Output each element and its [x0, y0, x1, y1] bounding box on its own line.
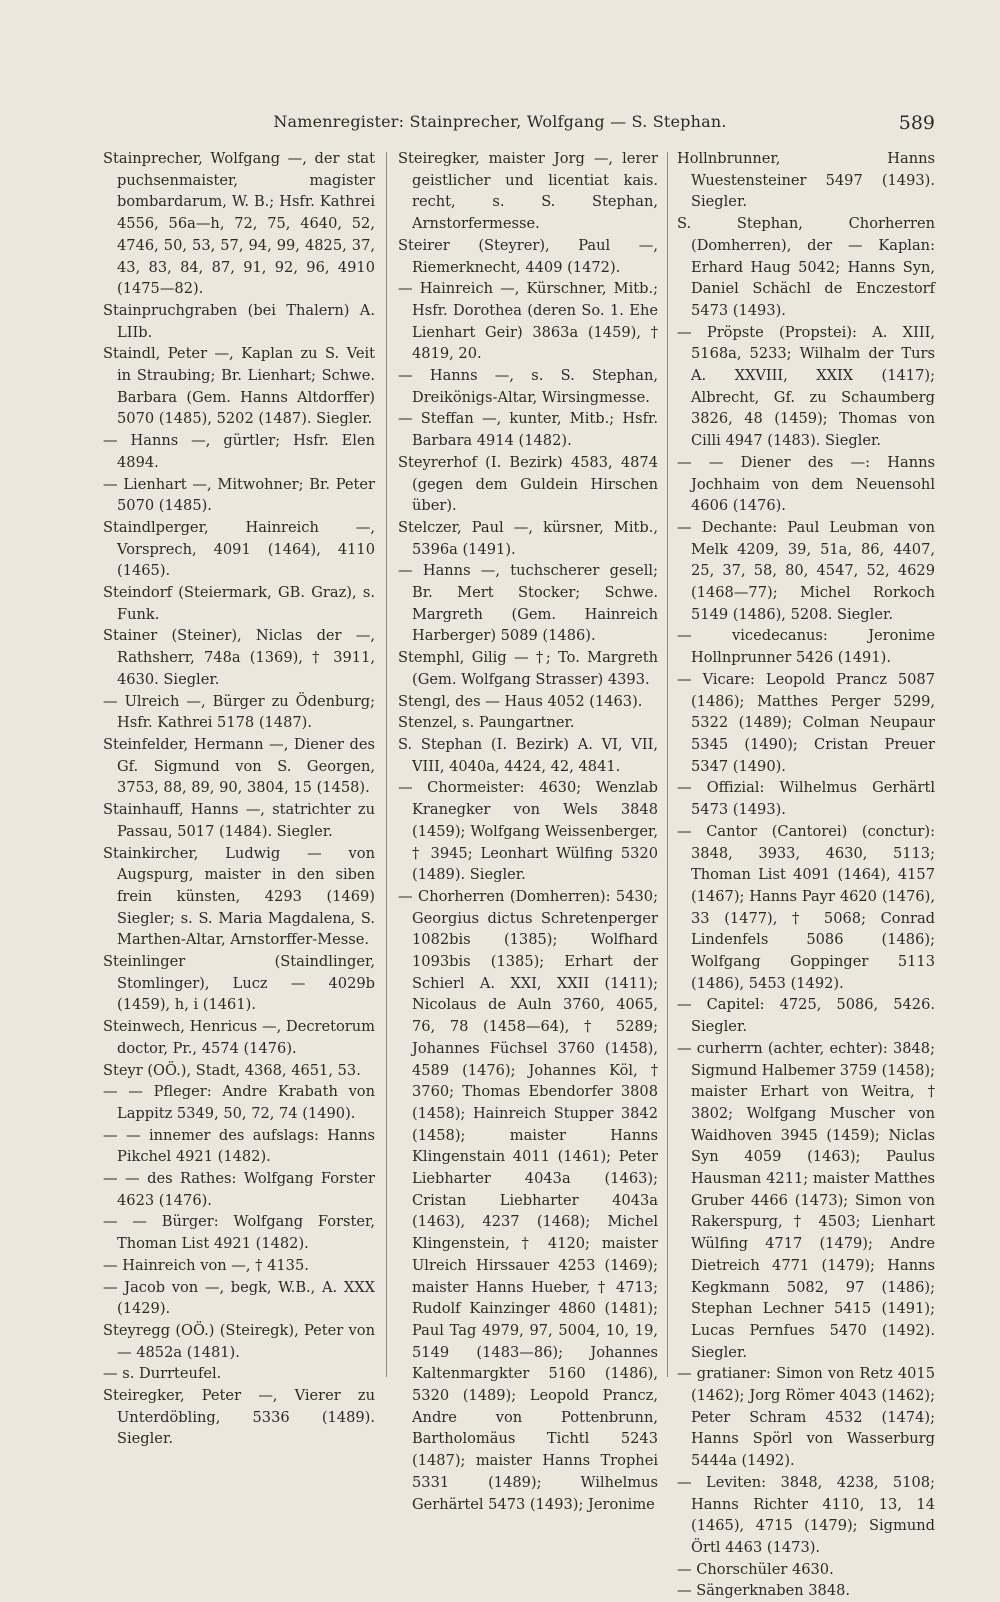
index-entry: Steinfelder, Hermann —, Diener des Gf. Sigmund von S. Georgen, 3753, 88, 89, 90, 3804, 15 (1458).: [103, 735, 375, 797]
index-entry: — Jacob von —, begk, W.B., A. XXX (1429).: [103, 1278, 375, 1318]
index-entry: Stainprecher, Wolfgang —, der stat puchsenmaister, magister bombardarum, W. B.; Hsfr. Kathrei 4556, 56a—h, 72, 75, 4640, 52, 4746, 50, 53, 57, 94, 99, 4825, 37, 43, 83, 84, 87, 91, 92, 96, 4910 (1475—82).: [103, 150, 375, 298]
index-entry: — Capitel: 4725, 5086, 5426. Siegler.: [677, 996, 935, 1036]
index-entry: Stenzel, s. Paungartner.: [398, 714, 575, 732]
index-entry: Steiregker, Peter —, Vierer zu Unterdöbling, 5336 (1489). Siegler.: [103, 1387, 375, 1448]
index-entry: — Hanns —, gürtler; Hsfr. Elen 4894.: [103, 432, 375, 471]
index-entry: Stainer (Steiner), Niclas der —, Rathsherr, 748a (1369), † 3911, 4630. Siegler.: [103, 627, 375, 688]
index-entry: Stengl, des — Haus 4052 (1463).: [398, 692, 643, 710]
index-entry: — Hainreich —, Kürschner, Mitb.; Hsfr. Dorothea (deren So. 1. Ehe Lienhart Geir) 3863a (1459), † 4819, 20.: [398, 280, 658, 363]
column-divider: [667, 152, 668, 1377]
index-entry: — — des Rathes: Wolfgang Forster 4623 (1476).: [103, 1170, 375, 1209]
index-entry: Steyr (OÖ.), Stadt, 4368, 4651, 53.: [103, 1061, 361, 1079]
index-entry: Steiregker, maister Jorg —, lerer geistlicher und licentiat kais. recht, s. S. Stephan, Arnstorfermesse.: [398, 150, 658, 233]
index-entry: — Offizial: Wilhelmus Gerhärtl 5473 (1493).: [677, 779, 935, 819]
index-entry: — Hanns —, tuchscherer gesell; Br. Mert Stocker; Schwe. Margreth (Gem. Hainreich Harberger) 5089 (1486).: [398, 562, 658, 645]
index-entry: S. Stephan (I. Bezirk) A. VI, VII, VIII, 4040a, 4424, 42, 4841.: [398, 735, 658, 775]
index-entry: Stainhauff, Hanns —, statrichter zu Passau, 5017 (1484). Siegler.: [103, 801, 375, 840]
index-entry: — Hainreich von —, † 4135.: [103, 1256, 309, 1274]
index-column-2: [398, 148, 658, 1515]
index-entry: Staindlperger, Hainreich —, Vorsprech, 4091 (1464), 4110 (1465).: [103, 518, 375, 580]
index-entry: — curherrn (achter, echter): 3848; Sigmund Halbemer 3759 (1458); maister Erhart von Weitra, † 3802; Wolfgang Muscher von Waidhoven 3945 (1459); Niclas Syn 4059 (1463); Paulus Hausman 4211; maister Matthes Gruber 4466 (1473); Simon von Rakerspurg, † 4503; Lienhart Wülfing 4717 (1479); Andre Dietreich 4771 (1479); Hanns Kegkmann 5082, 97 (1486); Stephan Lechner 5415 (1491); Lucas Pernfues 5470 (1492). Siegler.: [677, 1039, 936, 1361]
index-entry: — Leviten: 3848, 4238, 5108; Hanns Richter 4110, 13, 14 (1465), 4715 (1479); Sigmund Örtl 4463 (1473).: [677, 1473, 935, 1556]
index-column-1: [103, 148, 375, 1450]
index-entry: — Sängerknaben 3848.: [677, 1582, 851, 1600]
index-entry: — — Pfleger: Andre Krabath von Lappitz 5349, 50, 72, 74 (1490).: [103, 1083, 375, 1122]
column-divider: [386, 152, 387, 1377]
page-number: 589: [898, 112, 935, 134]
index-entry: — Chormeister: 4630; Wenzlab Kranegker von Wels 3848 (1459); Wolfgang Weissenberger, † 3945; Leonhart Wülfing 5320 (1489). Siegler.: [398, 779, 658, 884]
page-header: [0, 112, 1000, 142]
index-entry: — Ulreich —, Bürger zu Ödenburg; Hsfr. Kathrei 5178 (1487).: [103, 692, 375, 732]
index-entry: — s. Durrteufel.: [103, 1365, 222, 1383]
index-entry: — Dechante: Paul Leubman von Melk 4209, 39, 51a, 86, 4407, 25, 37, 58, 80, 4547, 52, 4629 (1468—77); Michel Rorkoch 5149 (1486), 5208. Siegler.: [677, 518, 935, 623]
index-entry: — — innemer des aufslags: Hanns Pikchel 4921 (1482).: [103, 1126, 375, 1166]
index-entry: Steyregg (OÖ.) (Steiregk), Peter von — 4852a (1481).: [103, 1321, 375, 1361]
index-entry: — — Bürger: Wolfgang Forster, Thoman List 4921 (1482).: [103, 1213, 375, 1253]
index-entry: — Steffan —, kunter, Mitb.; Hsfr. Barbara 4914 (1482).: [398, 410, 658, 450]
index-entry: — vicedecanus: Jeronime Hollnprunner 5426 (1491).: [677, 627, 935, 667]
index-entry: — Hanns —, s. S. Stephan, Dreikönigs-Altar, Wirsingmesse.: [398, 367, 658, 406]
index-entry: — Vicare: Leopold Prancz 5087 (1486); Matthes Perger 5299, 5322 (1489); Colman Neupaur 5345 (1490); Cristan Preuer 5347 (1490).: [677, 670, 935, 775]
index-entry: Staindl, Peter —, Kaplan zu S. Veit in Straubing; Br. Lienhart; Schwe. Barbara (Gem. Hanns Altdorffer) 5070 (1485), 5202 (1487). Siegler.: [103, 345, 375, 428]
index-entry: — Chorherren (Domherren): 5430; Georgius dictus Schretenperger 1082bis (1385); Wolfhard 1093bis (1385); Erhart der Schierl A. XXI, XXII (1411); Nicolaus de Auln 3760, 4065, 76, 78 (1458—64), † 5289; Johannes Füchsel 3760 (1458), 4589 (1476); Johannes Köl, † 3760; Thomas Ebendorfer 3808 (1458); Hainreich Stupper 3842 (1458); maister Hanns Klingenstain 4011 (1461); Peter Liebharter 4043a (1463); Cristan Liebharter 4043a (1463), 4237 (1468); Michel Klingenstein, † 4120; maister Ulreich Hirssauer 4253 (1469); maister Hanns Hueber, † 4713; Rudolf Kainzinger 4860 (1481); Paul Tag 4979, 97, 5004, 10, 19, 5149 (1483—86); Johannes Kaltenmargkter 5160 (1486), 5320 (1489); Leopold Prancz, Andre von Pottenbrunn, Bartholomäus Tichtl 5243 (1487); maister Hanns Trophei 5331 (1489); Wilhelmus Gerhärtel 5473 (1493); Jeronime: [398, 887, 658, 1513]
index-entry: — Lienhart —, Mitwohner; Br. Peter 5070 (1485).: [103, 475, 375, 515]
index-entry: Steyrerhof (I. Bezirk) 4583, 4874 (gegen dem Guldein Hirschen über).: [398, 453, 658, 515]
running-title: Namenregister: Stainprecher, Wolfgang — S. Stephan.: [273, 112, 727, 131]
index-entry: Steinwech, Henricus —, Decretorum doctor, Pr., 4574 (1476).: [103, 1018, 375, 1057]
index-entry: Stainpruchgraben (bei Thalern) A. LIIb.: [103, 301, 375, 341]
index-entry: Stelczer, Paul —, kürsner, Mitb., 5396a (1491).: [398, 518, 658, 558]
index-column-3: [677, 148, 935, 1602]
index-entry: — Chorschüler 4630.: [677, 1560, 834, 1578]
index-entry: Steinlinger (Staindlinger, Stomlinger), Lucz — 4029b (1459), h, i (1461).: [103, 953, 375, 1014]
index-entry: — gratianer: Simon von Retz 4015 (1462); Jorg Römer 4043 (1462); Peter Schram 4532 (1474); Hanns Spörl von Wasserburg 5444a (1492).: [677, 1365, 935, 1470]
index-entry: — Cantor (Cantorei) (conctur): 3848, 3933, 4630, 5113; Thoman List 4091 (1464), 4157 (1467); Hanns Payr 4620 (1476), 33 (1477), † 5068; Conrad Lindenfels 5086 (1486); Wolfgang Goppinger 5113 (1486), 5453 (1492).: [677, 822, 935, 992]
index-entry: — — Diener des —: Hanns Jochhaim von dem Neuensohl 4606 (1476).: [677, 453, 935, 515]
index-entry: Hollnbrunner, Hanns Wuestensteiner 5497 (1493). Siegler.: [677, 150, 935, 211]
index-entry: Stemphl, Gilig — †; To. Margreth (Gem. Wolfgang Strasser) 4393.: [398, 649, 658, 688]
index-entry: Stainkircher, Ludwig — von Augspurg, maister in den siben frein künsten, 4293 (1469) Siegler; s. S. Maria Magdalena, S. Marthen-Altar, Arnstorffer-Messe.: [103, 844, 375, 949]
index-entry: Steirer (Steyrer), Paul —, Riemerknecht, 4409 (1472).: [398, 236, 658, 276]
index-entry: S. Stephan, Chorherren (Domherren), der — Kaplan: Erhard Haug 5042; Hanns Syn, Daniel Schächl de Enczestorf 5473 (1493).: [677, 215, 935, 319]
index-entry: — Pröpste (Propstei): A. XIII, 5168a, 5233; Wilhalm der Turs A. XXVIII, XXIX (1417); Albrecht, Gf. zu Schaumberg 3826, 48 (1459); Thomas von Cilli 4947 (1483). Siegler.: [677, 323, 935, 450]
index-entry: Steindorf (Steiermark, GB. Graz), s. Funk.: [103, 584, 375, 623]
